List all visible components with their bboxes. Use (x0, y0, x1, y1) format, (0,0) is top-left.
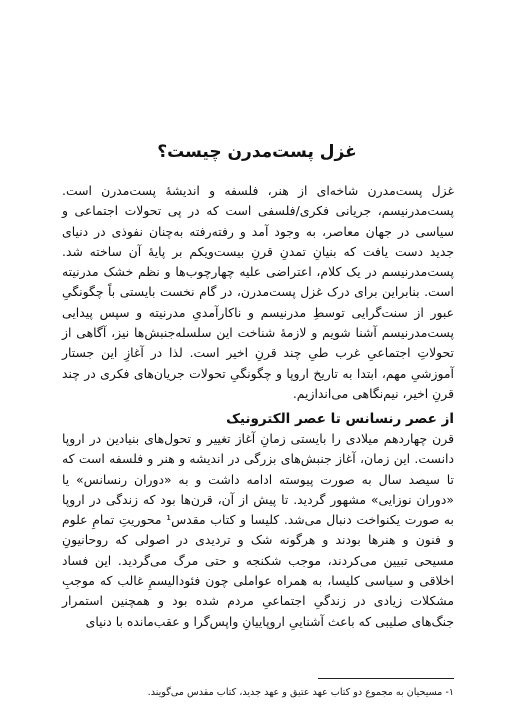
intro-paragraph: غزل پست‌مدرن شاخه‌ای از هنر، فلسفه و اندیشهٔ پست‌مدرن است. پست‌مدرنیسم، جریانی فکری/فلسفی است که در پی تحولات اجتماعی و سیاسی در جهان معاصر، به وجود آمد و رفته‌رفته به‌چنان نفوذی در دنیای جدید دست یافت که بنیانِ تمدنِ قرنِ بیست‌ویکم بر پایهٔ آن ساخته شد. پست‌مدرنیسم در یک کلام، اعتراضی علیه چهارچوب‌ها و نظم خشک مدرنیته است. بنابراین برای درک غزل پست‌مدرن، در گام نخست بایستی باً چگونگیِ عبور از سنت‌گرایی توسطِ مدرنیسم و ناکارآمدیِ مدرنیته و سپس پیدایی پست‌مدرنیسم آشنا شویم و لازمهٔ شناخت این سلسله‌جنبش‌ها نیز، آگاهی از تحولاتِ اجتماعیِ غرب طیِ چند قرنِ اخیر است. لذا در آغازِ این جستار آموزشیِ مهم، ابتدا به تاریخ اروپا و چگونگیِ تحولات جریان‌های فکری در چند قرنِ اخیر، نیم‌نگاهی می‌اندازیم. (62, 183, 454, 401)
footnote: ۱- مسیحیان به مجموع دو کتاب عهد عتیق و عهد جدید، کتاب مقدس می‌گویند. (147, 687, 454, 698)
footnote-separator (318, 678, 454, 679)
page-title: غزل پست‌مدرن چیست؟ (157, 142, 357, 162)
section-heading: از عصر رنسانس تا عصر الکترونیک (226, 411, 454, 427)
section-paragraph: قرن چهاردهم میلادی را بایستی زمانِ آغاز تغییر و تحول‌های بنیادین در اروپا دانست. این زمان، آغاز جنبش‌های بزرگی در اندیشه و هنر و فلسفه است که تا سیصد سال به صورت پیوسته ادامه داشت و به «دوران رنسانس» یا «دوران نوزایی» مشهور گردید. تا پیش از آن، قرن‌ها بود که زندگی در اروپا به صورت یکنواخت دنبال می‌شد. کلیسا و کتاب مقدس¹ محوریتِ تمامِ علوم و فنون و هنرها بودند و هرگونه شک و تردیدی در اصولی که روحانیونِ مسیحی تبیین می‌کردند، موجب شکنجه و حتی مرگ می‌گردید. این فساد اخلاقی و سیاسی کلیسا، به همراه عواملی چون فئودالیسمِ غالب که موجبِ مشکلات زیادی در زندگیِ اجتماعیِ مردم شده بود و همچنین استمرار جنگ‌های صلیبی که باعث آشناییِ اروپاییانِ واپس‌گرا و عقب‌مانده با دنیای (62, 431, 455, 629)
